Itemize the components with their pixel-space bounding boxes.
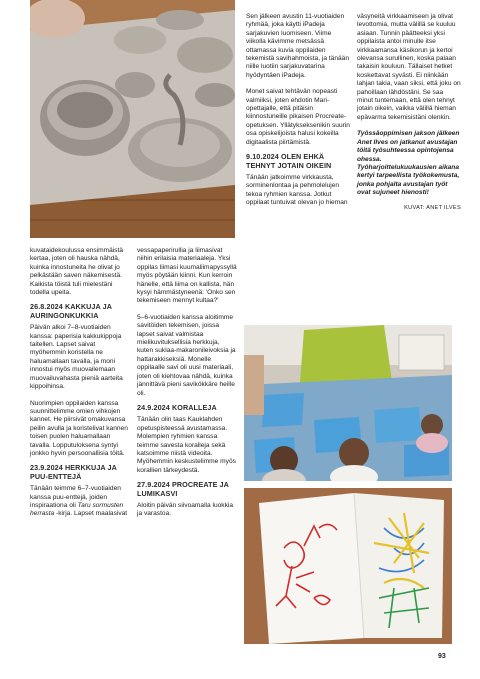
paragraph: Tänään jatkoimme virkkausta, sorminenlontaa ja pehmolelujen tekoa ryhmien kanssa. Jotkut oppilaat tuntuivat olevan jo hieman [246,173,348,207]
section-heading: 9.10.2024 OLEN EHKÄ TEHNYT JOTAIN OIKEIN [246,152,332,170]
clay-artworks-photo [30,0,235,238]
text-run: Tänään teimme 6–7-vuotiaiden kanssa puu-enttejä, joiden inspiraationa oli [30,485,121,509]
paragraph: Sen jälkeen avustin 11-vuotiaiden ryhmää, joka käytti iPadeja sarjakuvien luomiseen. Viime viikolla kävimme metsässä ottamassa kuvia oppilaiden tekemistä savihahmoista, ja tänään niille luotiin sarjakuvatarina hyödyntäen iPadeja. [246,13,349,79]
paragraph: Monet saivat tehtävän nopeasti valmiiksi, joten ehdotin Mari-opettajalle, että pitäisin kiinnostuneille pikaisen Procreate-opetuksen. Yllätykseksenikin suurin osa opiskelijoista halusi kokeilla digitaalista piirtämistä. [246,88,350,146]
section-heading: 26.8.2024 KAKKUJA JA AURINGONKUKKIA [30,302,112,320]
paragraph: 5–6-vuotiaiden kanssa aloitimme savitöiden tekemisen, joissa lapset saivat valmistaa mielikuvituksellisia herkkuja, kuten suklaa-makaronileivoksia ja hattarakkiseksiä. Monelle oppilaalle savi oli uusi materiaali, joten oli kiehtovaa nähdä, kuinka jännittävä pieni savikökkäre heille oli. [137,313,236,397]
text-run: -kirja. Lapset maalasivat [54,510,128,518]
paragraph: Päivän alkoi 7–8-vuotiaiden kanssa: paperisia kakkukippoja taitellen. Lapset saivat myöhemmin koristella ne haluamallaan tavalla, ja moni innostui myös muovailemaan muovailuvahasta pieniä aarteita kippoihinsa. [30,324,123,391]
paragraph [30,485,130,519]
paragraph: vessapaperirullia ja liimasivat niihin erilaisia materiaaleja. Yksi oppilas liimasi kuumaliimapyssyllä myös pöytään kiinni. Kun kerroin hänelle, että liima on kallista, hän kysyi hämmästyneenä: 'Onko sen tekemiseen mennyt kultaa?' [137,247,237,305]
text-column-top-right [246,13,350,208]
author-caption: Työssäoppimisen jakson jälkeen Anet Ilves on jatkanut avustajan töitä työsuhteessa opintojensa ohessa. Työharjoittelukuukausien aikana kertyi tarpeellista työkokemusta, jonka pohjalta avustajan työt ovat sujuneet hienosti! [357,130,460,197]
paragraph: kuvataidekoulussa ensimmäistä kertaa, joten oli hauska nähdä, kuinka innostuneita he olivat jo pelkästään saven näkemisestä. Kaikista töistä tuli mielestäni todella upeita. [30,247,124,297]
paragraph: väsyneitä virkkaamiseen ja olivat levottomia, mutta välillä se kuuluu asiaan. Tunnin päätteeksi yksi oppilaista antoi minulle itse virkkaamansa käsikorun ja kertoi olevansa surullinen, koska palaan takaisin kouluun. Tällaiset hetket koskettavat syvästi. Ei niinkään lahjan takia, vaan siksi, että joku on pahoillaan lähdöstäni. Se saa minut tuntemaan, että olen tehnyt jotain oikein, vaikka välillä hieman epävarma tekemisistäni olenkin. [357,13,461,121]
paragraph: Tänään olin taas Kauklahden opetuspisteessä avustamassa. Molempien ryhmien kanssa teimme savesta koralleja sekä katsoimme niistä videoita. Myöhemmin keskustelimme myös korallien tärkeydestä. [137,416,236,474]
section-heading: 24.9.2024 KORALLEJA [137,402,217,412]
paragraph: Nuorimpien oppilaiden kanssa suunnittelimme omien vihkojen kannet. He piirsivät omakuvansa peilin avulla ja koristelivat kannen toisen puolen haluamallaan tavalla. Lopputuloksena syntyi jonkko hyvin persoonallisia töitä. [30,399,128,457]
text-column-far-right [357,13,461,212]
section-heading: 27.9.2024 PROCREATE JA LUMIKASVI [137,480,229,498]
section-heading: 23.9.2024 HERKKUJA JA PUU-ENTTEJÄ [30,463,117,481]
text-column-left [30,247,130,519]
paragraph: Aloitin päivän siivoamalla luokkia ja varastoa. [137,501,234,518]
childs-drawing-photo [244,488,452,644]
children-drawing-photo [244,325,452,481]
page-number: 93 [438,653,446,660]
photo-credit: KUVAT: ANET ILVES [404,204,461,211]
text-column-middle [137,247,237,519]
book-title: Taru sormusten herrasta [30,501,124,518]
